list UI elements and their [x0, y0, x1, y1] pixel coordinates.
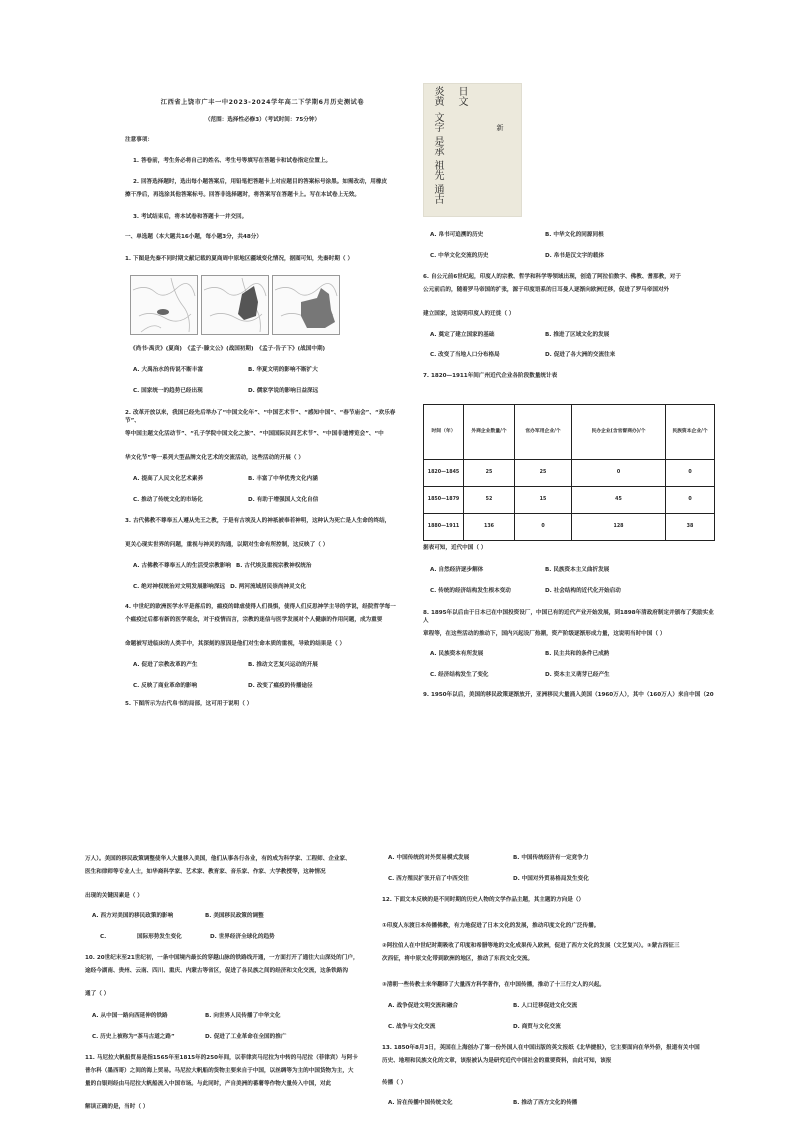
- left-column-top: [125, 99, 400, 708]
- manuscript-text: 炎黄: [432, 86, 443, 106]
- option-c: 国际形势发生变化: [137, 934, 182, 940]
- option-c: C. 西方殖民扩张开启了中西交往: [388, 876, 469, 882]
- q1-maps: [125, 275, 335, 335]
- option-row: [125, 682, 400, 690]
- table-header: 时间（年）: [424, 405, 464, 460]
- option-b: B. 推进了区域文化的发展: [545, 332, 610, 338]
- table-cell: 128: [572, 514, 666, 541]
- table-cell: 0: [666, 487, 715, 514]
- option-row: [125, 475, 400, 483]
- notice-item: 擦干净后，再选涂其他答案标号。回答非选择题时，将答案写在答题卡上。写在本试卷上无效。: [125, 192, 360, 198]
- page-subtitle: （范围：选择性必修3）（考试时间：75分钟）: [204, 117, 321, 123]
- question-stem: 11. 马尼拉大帆船贸易是指1565年至1815年的250年间，以菲律宾马尼拉为中转的马尼拉（菲律宾）与阿卡: [85, 1055, 358, 1061]
- option-b: B. 人口迁移促进文化交流: [513, 1003, 578, 1009]
- manuscript-text: 通古: [432, 184, 443, 204]
- map-warring-states-early: [201, 275, 269, 335]
- option-b: B. 华夏文明的影响不断扩大: [248, 367, 318, 373]
- option-row: [423, 252, 718, 260]
- table-cell: 1850—1879: [424, 487, 464, 514]
- question-stem: 医生和律师等专业人士，如华裔科学家、艺术家、教育家、音乐家、作家、大学教授等，这种情况: [85, 869, 326, 875]
- table-row: [424, 514, 715, 541]
- option-c: C. 反映了商业革命的影响: [133, 683, 198, 689]
- question-stem: 9. 1950年以后，美国的移民政策逐渐放开，亚洲移民大量涌入美国（1960万人），其中（160万人）来自中国（20: [423, 692, 714, 698]
- option-a: A. 战争促进文明交流和融合: [388, 1003, 459, 1009]
- option-b: B. 推动文艺复兴运动的开展: [248, 662, 318, 668]
- question-stem: 等中国主题文化活动节”、“孔子学院中国文化之旅”、“中国国际民间艺术节”、“中国非遗博览会”、“中: [125, 431, 384, 437]
- statement-item: ①印度人东渡日本传播佛教，有力地促进了日本文化的发展，推动印度文化的广泛传播。: [382, 923, 600, 929]
- question-stem: 8. 1895年以后由于日本已在中国投资设厂，中国已有的近代产业开始发展，到1898年清政府制定并颁布了奖励实业人: [423, 610, 714, 624]
- table-title: 7. 1820—1911年间广州近代企业各阶段数量统计表: [423, 373, 558, 379]
- question-stem: 据表可知，近代中国（ ）: [423, 545, 487, 551]
- table-cell: 0: [572, 460, 666, 487]
- option-row: [423, 650, 718, 658]
- table-cell: 38: [666, 514, 715, 541]
- option-a: A. 促进了宗教改革的产生: [133, 662, 198, 668]
- table-cell: 45: [572, 487, 666, 514]
- option-d: D. 商贸与文化交流: [513, 1024, 561, 1030]
- question-stem: 1. 下图是先秦不同时期文献记载的夏商周中原地区疆域变化情况，据图可知，先秦时期（ ）: [125, 256, 354, 262]
- table-cell: 136: [464, 514, 515, 541]
- option-row: [382, 854, 722, 862]
- option-row: [85, 912, 375, 920]
- table-cell: 25: [464, 460, 515, 487]
- option-b: B. 民族资本主义曲折发展: [545, 567, 610, 573]
- manuscript-text: 日文: [456, 86, 467, 106]
- question-stem: 10. 20世纪末至21世纪初，一条中国境内最长的穿越山脉的铁路线开通，一方面打开了通往大山深处的门户，: [85, 955, 359, 961]
- notice-item: 1. 答卷前，考生务必将自己的姓名、考生号等填写在答题卡和试卷指定位置上。: [133, 158, 332, 164]
- map-caption: 《尚书·禹贡》(夏商) 《孟子·滕文公》(战国初期) 《孟子·告子下》(战国中期): [130, 346, 326, 352]
- option-d: D. 两河流域居民崇尚神灵文化: [230, 584, 306, 590]
- table-header: 外商企业数量/个: [464, 405, 515, 460]
- option-d: D. 世界经济全球化的趋势: [210, 934, 275, 940]
- table-row: [424, 487, 715, 514]
- option-d: D. 有助于增强国人文化自信: [248, 497, 319, 503]
- option-row: [423, 587, 718, 595]
- question-stem: 3. 古代佛教不尊奉五人遵从先王之教，于是有古埃及人的神祇被奉若神明，这种认为死亡是人生命的终结，: [125, 518, 391, 524]
- manuscript-text: 文字: [432, 112, 443, 132]
- option-b: B. 美国移民政策的调整: [205, 913, 264, 919]
- table-cell: 1880—1911: [424, 514, 464, 541]
- table-header: 民办企业(含官督商办)/个: [572, 405, 666, 460]
- notice-item: 2. 回答选择题时，选出每小题答案后，用铅笔把答题卡上对应题目的答案标号涂黑。如需改动，用橡皮: [133, 179, 388, 185]
- question-stem: 4. 中世纪的欧洲医学水平是落后的，瘟疫的肆虐使得人们畏惧，使得人们反思神学主导的学说，经院哲学每一: [125, 604, 396, 610]
- option-row: [382, 1002, 722, 1010]
- option-row: [85, 1012, 375, 1020]
- option-d: D. 促进了工业革命在全国的推广: [205, 1034, 287, 1040]
- option-c: C. 中华文化交流的历史: [430, 253, 489, 259]
- option-a: A. 大禹治水的传说不断丰富: [133, 367, 204, 373]
- option-c: C. 绝对神权统治对文明发展影响深远: [133, 584, 226, 590]
- statement-item: 次西征，将中原文化带到欧洲的地区，推动了东西文化交流。: [382, 956, 534, 962]
- option-row: [423, 566, 718, 574]
- option-a: A. 帛书可追溯的历史: [430, 232, 484, 238]
- option-row: [125, 366, 400, 374]
- option-row: [382, 1023, 722, 1031]
- section-heading: 一、单选题（本大题共16小题，每小题3分，共48分）: [125, 234, 262, 240]
- manuscript-text: 新: [496, 124, 504, 131]
- question-stem: 传播（ ）: [382, 1080, 407, 1086]
- question-stem: 章程等，在这些活动的推动下，国内兴起设厂热潮，资产阶级逐渐形成力量，这说明当时中国（ ）: [423, 631, 666, 637]
- table-cell: 0: [515, 514, 572, 541]
- option-d: D. 社会结构的近代化开始启动: [545, 588, 621, 594]
- map-warring-states-mid: [272, 275, 340, 335]
- table-cell: 52: [464, 487, 515, 514]
- statement-item: ③清朝一些传教士来华翻译了大量西方科学著作，在中国传播，推动了十三行文人的兴起。: [382, 982, 605, 988]
- left-column-bottom: [85, 855, 375, 1111]
- silk-manuscript-image: [423, 83, 522, 217]
- question-stem: 13. 1850年8月3日，英国在上海创办了第一份外国人在中国出版的英文报纸《北华捷报》，它主要面向在华外侨，报道有关中国: [382, 1045, 700, 1051]
- table-cell: 25: [515, 460, 572, 487]
- question-stem: 命题被写进临床的人类手中，其深刻的原因是他们对生命本质的重视，导致的结果是（ ）: [125, 641, 346, 647]
- question-stem: 解读正确的是，当时（ ）: [85, 1104, 149, 1110]
- question-stem: 万人）。美国的移民政策调整使华人大量移入美国，他们从事各行各业，有的成为科学家、工程师、企业家、: [85, 856, 351, 862]
- right-column-bottom: [382, 854, 722, 1107]
- option-c-marker: C.: [100, 934, 107, 940]
- option-b: B. 民主共和的条件已成熟: [545, 651, 610, 657]
- table-header: 民族资本企业/个: [666, 405, 715, 460]
- question-stem: 普尔科（墨西哥）之间的海上贸易。马尼拉大帆船的货物主要来自于中国，以丝绸等为主的中国货物为主，大: [85, 1068, 354, 1074]
- option-a: A. 旨在传播中国传统文化: [388, 1100, 453, 1106]
- option-d: D. 儒家学说的影响日益深远: [248, 388, 319, 394]
- question-stem: 6. 自公元前6世纪起，印度人的宗教、哲学和科学等领域出现，创造了阿拉伯数字、佛教、耆那教，对于: [423, 274, 681, 280]
- option-b: B. 推动了西方文化的传播: [513, 1100, 578, 1106]
- option-a: A. 古佛教不尊奉五人的生活受宗教影响: [133, 563, 232, 569]
- option-a: A. 民族资本有所发展: [430, 651, 484, 657]
- table-cell: 15: [515, 487, 572, 514]
- manuscript-text: 祖先: [432, 160, 443, 180]
- option-c: C. 推动了传统文化的市场化: [133, 497, 203, 503]
- option-a: A. 自然经济逐步解体: [430, 567, 484, 573]
- question-stem: 2. 改革开放以来，我国已经先后举办了“中国文化年”、“中国艺术节”、“感知中国”、“春节庙会”、“欢乐春节”、: [125, 410, 396, 424]
- option-d: D. 促进了各大洲的交流往来: [545, 352, 616, 358]
- option-b: B. 中华文化的同源同根: [545, 232, 604, 238]
- option-row: [85, 1033, 375, 1041]
- option-row: [125, 583, 400, 591]
- option-b: B. 古代埃及重视宗教神权统治: [236, 563, 312, 569]
- page-title: 江西省上饶市广丰一中2023-2024学年高二下学期6月历史测试卷: [160, 99, 365, 106]
- option-c: C. 传统的经济结构发生根本变动: [430, 588, 511, 594]
- question-stem: 5. 下图所示为古代帛书的局部，这可用于说明（ ）: [125, 701, 253, 707]
- option-row: [125, 661, 400, 669]
- question-stem: 更关心现实世界的问题，重视与神灵的沟通，以期对生命有所控制，这反映了（ ）: [125, 542, 329, 548]
- option-row: [85, 933, 375, 941]
- enterprise-table: [423, 404, 715, 541]
- option-a: A. 奠定了建立国家的基础: [430, 332, 495, 338]
- option-d: D. 帛书是汉文字的载体: [545, 253, 605, 259]
- table-header-row: [424, 405, 715, 460]
- question-stem: 华文化节”等一系列大型品牌文化艺术的交流活动，这些活动的开展（ ）: [125, 455, 305, 461]
- option-row: [423, 351, 718, 359]
- option-row: [423, 331, 718, 339]
- option-a: A. 中国传统的对外贸易模式发展: [388, 855, 470, 861]
- option-b: B. 丰富了中华优秀文化内涵: [248, 476, 318, 482]
- option-d: D. 资本主义萌芽已经产生: [545, 672, 610, 678]
- table-header: 官办军用企业/个: [515, 405, 572, 460]
- option-row: [423, 671, 718, 679]
- option-row: [382, 1099, 722, 1107]
- question-stem: 公元前后的，随着罗马帝国的扩张，源于印度语系的日耳曼人逐渐向欧洲迁移，促进了罗马帝国对外: [423, 287, 670, 293]
- notice-item: 3. 考试结束后，将本试卷和答题卡一并交回。: [133, 214, 248, 220]
- map-xia-shang: [130, 275, 198, 335]
- table-cell: 0: [666, 460, 715, 487]
- option-b: B. 向世界人民传播了中华文化: [205, 1013, 281, 1019]
- option-c: C. 战争与文化交流: [388, 1024, 436, 1030]
- right-column-top: [423, 83, 718, 699]
- option-a: A. 西方对美国的移民政策的影响: [92, 913, 174, 919]
- table-row: [424, 460, 715, 487]
- option-c: C. 历史上被称为“茶马古道之路”: [92, 1034, 175, 1040]
- question-stem: 量的白银则经由马尼拉大帆船流入中国市场。与此同时，产自美洲的番薯等作物大量传入中国，对此: [85, 1081, 332, 1087]
- notice-heading: 注意事项：: [125, 137, 153, 143]
- question-stem: 出现的关键因素是（ ）: [85, 893, 143, 899]
- question-stem: 12. 下面文本反映的是不同时期的历史人物的文学作品主题，其主题的方向是（）: [382, 897, 585, 903]
- table-cell: 1820—1845: [424, 460, 464, 487]
- option-row: [125, 496, 400, 504]
- option-c: C. 国家统一的趋势已经出现: [133, 388, 203, 394]
- statement-item: ②阿拉伯人在中世纪时期吸收了印度和希腊等地的文化成果传入欧洲，促进了西方文化的发展（文艺复兴）。③蒙古西征三: [382, 943, 680, 949]
- option-row: [125, 562, 400, 570]
- manuscript-text: 是承: [432, 136, 443, 156]
- question-stem: 途经今湖南、贵州、云南、四川、重庆、内蒙古等省区，促进了各民族之间的经济和文化交流，这条铁路沟: [85, 968, 348, 974]
- option-d: D. 改变了瘟疫的传播途径: [248, 683, 313, 689]
- question-stem: 建立国家，这说明印度人的迁徙（ ）: [423, 311, 515, 317]
- option-c: C. 经济结构发生了变化: [430, 672, 489, 678]
- option-a: A. 提高了人民文化艺术素养: [133, 476, 204, 482]
- option-row: [423, 231, 718, 239]
- option-a: A. 从中国一路向西延伸的铁路: [92, 1013, 168, 1019]
- option-row: [382, 875, 722, 883]
- question-stem: 通了（ ）: [85, 991, 110, 997]
- question-stem: 历史、地理和民族文化的文章，该报被认为是研究近代中国社会的重要资料，由此可知，该报: [382, 1058, 612, 1064]
- option-row: [125, 387, 400, 395]
- option-c: C. 改变了当地人口分布格局: [430, 352, 500, 358]
- option-b: B. 中国传统经济有一定竞争力: [513, 855, 589, 861]
- option-d: D. 中国对外贸易格局发生变化: [513, 876, 589, 882]
- question-stem: 个瘟疫过后都有新的医学观念，对于疫情而言，宗教的迷信与医学发展对个人健康的作用问题，成为重要: [125, 617, 383, 623]
